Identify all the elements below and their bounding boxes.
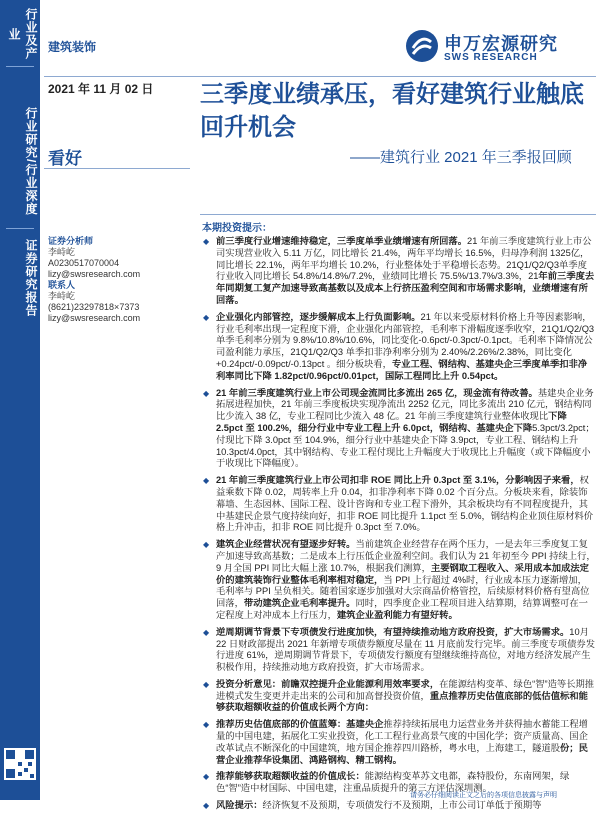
- bullet-text-segment: 带动建筑企业毛利率提升。: [243, 598, 356, 609]
- bullet-text-segment: 主要钢取工程收入、采用成本: [430, 562, 552, 573]
- bullet-text-segment: 业务拓展进程加快，21 年前三季度板块实现净流出 2252 亿元，同比多流出 210 亿元，钢: [216, 387, 594, 410]
- rating: 看好: [48, 149, 82, 168]
- bullet-text-segment: 装饰幕墙、生态园林、国际工程、设计咨询和专业工程下滑外，其余板块均有不同程度提: [216, 486, 588, 509]
- contact-email[interactable]: lizy@swsresearch.com: [48, 313, 141, 323]
- sidebar-divider: [6, 228, 34, 229]
- bullet-text-segment: 增量的中国电建，拓展化工实业投资，化工工程行业高景气度的中国化学；资产质量高、: [216, 719, 588, 742]
- bullet-text-segment: 推荐历史估值底部的价值蓝筹：: [216, 719, 347, 730]
- bullet-text-segment: 幅度（或下降幅度小于收现比下降幅度）。: [216, 446, 591, 469]
- report-subtitle: ——建筑行业 2021 年三季报回顾: [350, 149, 572, 166]
- contact-phone: (8621)23297818×7373: [48, 302, 140, 312]
- summary-title: 本期投资提示：: [202, 223, 272, 234]
- bullet-text-segment: 投资分析意见：前瞻双控提升企业能源利用效率要求，: [216, 678, 440, 689]
- bullet-text-segment: 国际工程同比上升 0.54pct。: [384, 370, 504, 381]
- report-title: 三季度业绩承压，看好建筑行业触底回升机会: [200, 81, 584, 141]
- qr-code-icon: [4, 748, 36, 780]
- title-divider: [200, 214, 596, 215]
- sidebar-section-research-type: 行业研究/行业深度: [24, 106, 38, 216]
- bullet-text-segment: 公司实现营业收入 5.11 万亿，同比增长 21.4%，两年平均增长 16.5%，归母净利润 1325: [216, 236, 592, 258]
- bullet-text-segment: 当前建筑企业经营存在两个压力，一是去年三季度复工: [355, 539, 579, 550]
- bullet-text-segment: 建筑企业经营状况有望逐步好转。: [216, 539, 356, 550]
- analyst-email[interactable]: lizy@swsresearch.com: [48, 269, 141, 279]
- bullet-text-segment: 专业工程、钢结构、基建央企三季度单季扣非净利率同比下降 1.82pct/0.96pct/0.01pct，: [216, 358, 588, 381]
- bullet-text-segment: 原材料价格上升冲击，扣非 ROE 同比提升 0.3pct 至 7.0%。: [216, 510, 594, 533]
- header-divider: [44, 76, 596, 77]
- bullet-text-segment: 重点推荐历史估值底部的低估值标: [429, 690, 570, 701]
- bullet-text-segment: 建筑企业盈利能力有望好转。: [336, 609, 458, 620]
- analyst-name: 李峙屹: [48, 247, 76, 257]
- summary-bullet: [202, 800, 596, 812]
- bullet-text-segment: 下降 2.5pct 至 100.2%，细分行业中专业工程上升 6.0pct，钢结构、基建央企下降: [216, 411, 567, 433]
- sidebar-divider: [6, 66, 34, 67]
- bullet-text-segment: -0.6pct/-0.3pct/-0.1pct。毛利率下降情况公司盈利能力承压，21Q1/Q2/Q3 单季扣非净利: [216, 335, 593, 358]
- bullet-text-segment: 权益乘数下降 0.02，周转率上升 0.04，扣非净利率下降 0.02 个百分点。分板块来看，除: [216, 475, 589, 497]
- analyst-label: 证券分析师: [48, 236, 94, 246]
- bullet-text-segment: “智”造中材国际、中国电建，注重品质提升的第三方评估深圳测。: [225, 783, 492, 794]
- bullet-text-segment: 长期推进模式发生变更并走出来的公司和加高督投资价值，: [216, 678, 595, 701]
- bullet-text-segment: 和能够获取超额收益的价值成长两个方向：: [216, 690, 588, 713]
- bullet-text-segment: 上行，9 月全国 PPI 同比大幅上涨 10.7%，根据我们测算，: [216, 550, 596, 573]
- sidebar-section-report: 证券研究报告: [24, 239, 38, 317]
- summary-bullet: [202, 539, 596, 622]
- bullet-text-segment: 21 年前三季度建筑行业上市: [467, 236, 583, 246]
- logo-text-cn: 申万宏源研究: [444, 34, 558, 54]
- summary-bullets: [202, 236, 600, 817]
- bullet-text-segment: 能源结构变革苏文电都，森特股份，东南网架，绿色: [216, 771, 570, 794]
- report-date: 2021 年 11 月 02 日: [48, 82, 154, 96]
- logo-mark-icon: [404, 28, 440, 64]
- bullet-text-segment: 国企改革试点不断深化的中国建筑，地方国企推荐四川路桥，粤水电，上海建工，隧道股: [216, 731, 588, 753]
- bullet-text-segment: 21 年以来受原材料价格上升等因素影响，: [420, 311, 592, 322]
- bullet-text-segment: 发展产生积极作用，持续推动地方政府投资，扩大市场需求。: [216, 650, 591, 673]
- summary-bullet: [202, 679, 596, 714]
- bullet-text-segment: 复产加速导致高基数；二是成本上行压低企业盈利空间。我们认为 21 年初至今 PPI 持续: [216, 539, 588, 561]
- bullet-text-segment: 基建央企: [537, 387, 576, 398]
- bullet-text-segment: 经济恢复不及预期，专项债发行不及预期，上市公司订单低于预期等: [262, 800, 542, 811]
- bullet-text-segment: 月 22 日财政部提出 2021 年新增专项债券额度尽量在 11 月底前发行完毕。前三季度专项: [216, 626, 589, 649]
- bullet-text-segment: 推荐持续拓展电力运营业务并获得抽水蓄能工程: [383, 719, 579, 730]
- left-sidebar: [0, 0, 40, 800]
- analyst-cert: A0230517070004: [48, 258, 120, 268]
- bullet-text-segment: 响，业绩增速有所回落。: [216, 283, 588, 305]
- bullet-text-segment: 逆周期调节背景下专项债发行进度加快，有望持续推动地方政府投资，扩大市场需求。: [216, 626, 570, 637]
- bullet-text-segment: 价格有望高位回落，: [216, 586, 590, 609]
- bullet-text-segment: 结算调整可在一定程度上对冲成本上行压力，: [216, 598, 588, 620]
- contact-name: 李峙屹: [48, 291, 76, 301]
- bullet-text-segment: 程、钢结构上升 10.3pct/4.0pct，其中钢结构、专业工程付现比上升幅度大于收现比上升: [216, 434, 579, 457]
- bullet-text-segment: 21 年前三季度建筑行业上市公司扣非 ROE 同比上升 0.3pct 至 3.1%，分影响因子来看，: [216, 475, 580, 486]
- bullet-text-segment: 10: [569, 626, 580, 637]
- bullet-text-segment: 5.3pct/3.2pct；付现比下降 3.0pct 至 104.9%，细分行业中基建央企下降 3.9pct，专业工: [216, 422, 595, 445]
- bullet-text-segment: 亿，同比增长 22.1%，两年平均增长 10.2%，行业整体处于平稳增长态势。21Q1/Q2/Q3: [216, 247, 590, 270]
- bullet-text-segment: 结构同比少流入 38 亿，专业工程同比少流入 48 亿。21 年前三季度建筑行业整体收现比: [216, 399, 592, 422]
- bullet-text-segment: 当 PPI 上行超过 4%时，行业成本压力: [383, 574, 541, 585]
- bullet-text-segment: 企业强化内部管控，逐步缓解成本上行负面影响。: [216, 311, 421, 322]
- contact-label: 联系人: [48, 280, 76, 290]
- summary-bullet: [202, 627, 596, 674]
- sidebar-section-industry: 行业及产业: [7, 8, 38, 60]
- bullet-text-segment: 基建央企: [346, 719, 384, 730]
- summary-bullet: [202, 388, 596, 471]
- industry-name: 建筑装饰: [48, 40, 97, 54]
- bullet-text-segment: Q1/Q2/Q3 单季毛利率分别为 9.8%/10.8%/10.6%，同比变化: [216, 323, 595, 346]
- bullet-text-segment: 前三季度行业增速维持稳定，三季度单季业绩增速有所回落。: [216, 236, 468, 246]
- bullet-text-segment: 年前三季度去年同期复工复产加速导致高基数以及成本上行挤压盈利空间和市场需求影: [216, 271, 595, 294]
- bullet-text-segment: 债券发行进度 61%，逆周期调节背景下，专项债发行额度有望继续维持高位，对地方经济: [216, 638, 595, 661]
- bullet-text-segment: 在能源结构变革、绿色“智”造等: [439, 678, 567, 689]
- bullet-text-segment: 同时，四季度企业工程项目进入结算期，: [355, 598, 523, 609]
- logo-text-en: SWS RESEARCH: [444, 52, 538, 63]
- rating-divider: [44, 168, 190, 169]
- analyst-block: [48, 236, 194, 324]
- bullet-text-segment: 率分别为 2.40%/2.26%/2.38%，同比变化+0.24pct/-0.09pct/-0.13pct 。细分板块看，: [216, 347, 572, 369]
- bullet-text-segment: 行业毛利率出现一定程度下滑，企业强化内部管控，毛利率下滑幅度逐季收窄，21: [216, 323, 552, 334]
- summary-bullet: [202, 236, 596, 307]
- bullet-text-segment: 风险提示：: [216, 800, 263, 811]
- company-logo: [404, 28, 594, 68]
- bullet-text-segment: 推荐能够获取超额收益的价值成长：: [216, 771, 365, 782]
- bullet-text-segment: 升，其中基建民企景气度持续向好，扣非 ROE 同比提升 1.1pct 至 5.0%，钢结构企业顶住: [216, 498, 588, 521]
- bullet-text-segment: 份；民营企业推荐华设集团、鸿路钢构、精工钢构。: [216, 742, 588, 765]
- bullet-text-segment: 21 年前三季度建筑行业上市公司现金流同比多流出 265 亿，现金流有待改善。: [216, 387, 538, 398]
- summary-bullet: [202, 719, 596, 766]
- summary-bullet: [202, 475, 596, 534]
- bullet-text-segment: 加成法定价的建筑装饰行业整体毛利率相对稳定，: [216, 562, 589, 585]
- summary-bullet: [202, 312, 596, 383]
- bullet-text-segment: 单季度行业收入同比增长 54.8%/14.8%/7.2%，业绩同比增长 75.5%/13.7%/3.3%，21: [216, 259, 587, 282]
- footer-disclaimer: 请务必仔细阅读正文之后的各项信息披露与声明: [410, 792, 557, 799]
- bullet-text-segment: 逐渐增加，毛利率与 PPI 呈负相关。随着国家逐步加强对大宗商品价格管控，后续原材料: [216, 574, 587, 597]
